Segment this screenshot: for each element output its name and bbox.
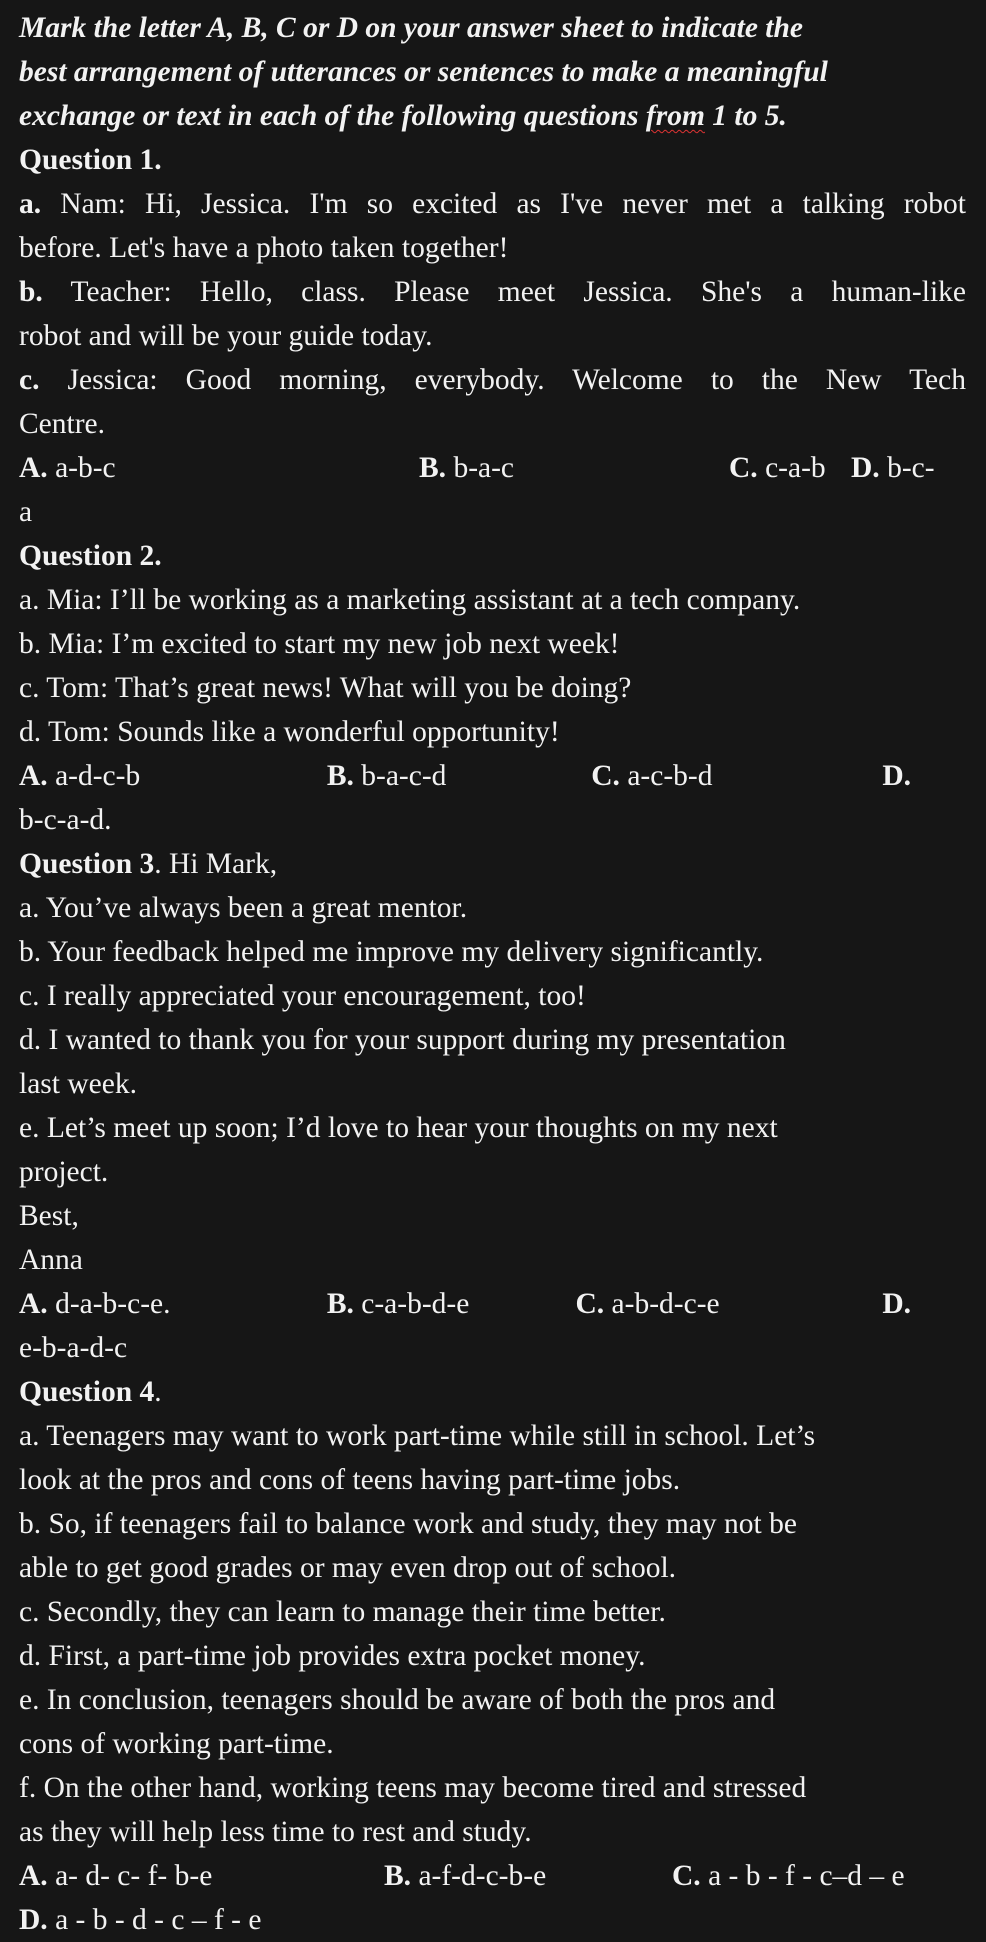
- q2-option-d-continued: b-c-a-d.: [19, 804, 112, 836]
- q2-item-c: c. Tom: That’s great news! What will you be doing?: [19, 672, 632, 704]
- q4-answer-options: [19, 1854, 966, 1898]
- q4-option-c[interactable]: C. a - b - f - c–d – e: [672, 1860, 905, 1892]
- q1-item-c-line-1: c. Jessica: Good morning, everybody. Welcome to the New Tech: [19, 364, 966, 396]
- spellcheck-underlined-word: from: [645, 100, 705, 132]
- q4-item-f-line-2: as they will help less time to rest and study.: [19, 1816, 532, 1848]
- q3-letter-closing: Best,: [19, 1200, 79, 1232]
- q1-option-d-continued: a: [19, 496, 33, 528]
- q3-option-c[interactable]: C. a-b-d-c-e: [575, 1288, 720, 1320]
- q3-option-b[interactable]: B. c-a-b-d-e: [326, 1288, 470, 1320]
- q1-option-c[interactable]: C. c-a-b: [729, 452, 826, 484]
- q4-item-a-line-2: look at the pros and cons of teens having part-time jobs.: [19, 1464, 681, 1496]
- q1-item-a-line-2: before. Let's have a photo taken together!: [19, 232, 509, 264]
- q1-answer-options: [19, 446, 966, 490]
- q2-option-b[interactable]: B. b-a-c-d: [326, 760, 447, 792]
- q3-option-d-continued: e-b-a-d-c: [19, 1332, 128, 1364]
- q3-item-c: c. I really appreciated your encouragement, too!: [19, 980, 586, 1012]
- q4-option-d[interactable]: D. a - b - d - c – f - e: [19, 1904, 262, 1936]
- q2-option-d[interactable]: D.: [882, 760, 911, 792]
- q1-item-b-line-1: b. Teacher: Hello, class. Please meet Jessica. She's a human-like: [19, 276, 966, 308]
- q4-item-d: d. First, a part-time job provides extra pocket money.: [19, 1640, 646, 1672]
- q4-item-f-line-1: f. On the other hand, working teens may become tired and stressed: [19, 1772, 807, 1804]
- q2-option-a[interactable]: A. a-d-c-b: [19, 760, 141, 792]
- q3-item-e-line-1: e. Let’s meet up soon; I’d love to hear your thoughts on my next: [19, 1112, 778, 1144]
- instruction-line-2: best arrangement of utterances or sentences to make a meaningful: [19, 56, 828, 88]
- instruction-line-3: exchange or text in each of the following questions from 1 to 5.: [19, 100, 787, 132]
- q4-item-b-line-2: able to get good grades or may even drop out of school.: [19, 1552, 677, 1584]
- q3-letter-signature: Anna: [19, 1244, 83, 1276]
- q4-option-b[interactable]: B. a-f-d-c-b-e: [384, 1860, 547, 1892]
- question-1-title: Question 1.: [19, 144, 162, 176]
- q2-item-b: b. Mia: I’m excited to start my new job next week!: [19, 628, 620, 660]
- q3-item-a: a. You’ve always been a great mentor.: [19, 892, 468, 924]
- question-3-title: Question 3. Hi Mark,: [19, 848, 278, 880]
- q1-option-d[interactable]: D. b-c-: [851, 452, 935, 484]
- question-2-title: Question 2.: [19, 540, 162, 572]
- q4-item-a-line-1: a. Teenagers may want to work part-time while still in school. Let’s: [19, 1420, 816, 1452]
- q3-item-d-line-1: d. I wanted to thank you for your support during my presentation: [19, 1024, 786, 1056]
- q3-answer-options: [19, 1282, 966, 1326]
- q3-item-e-line-2: project.: [19, 1156, 109, 1188]
- q4-item-e-line-1: e. In conclusion, teenagers should be aware of both the pros and: [19, 1684, 776, 1716]
- q1-option-b[interactable]: B. b-a-c: [419, 452, 515, 484]
- q2-option-c[interactable]: C. a-c-b-d: [591, 760, 713, 792]
- q1-option-a[interactable]: A. a-b-c: [19, 452, 116, 484]
- q3-option-a[interactable]: A. d-a-b-c-e.: [19, 1288, 171, 1320]
- q4-option-a[interactable]: A. a- d- c- f- b-e: [19, 1860, 213, 1892]
- q3-item-d-line-2: last week.: [19, 1068, 137, 1100]
- q3-item-b: b. Your feedback helped me improve my delivery significantly.: [19, 936, 764, 968]
- q4-item-e-line-2: cons of working part-time.: [19, 1728, 334, 1760]
- q4-item-b-line-1: b. So, if teenagers fail to balance work and study, they may not be: [19, 1508, 797, 1540]
- q4-item-c: c. Secondly, they can learn to manage their time better.: [19, 1596, 666, 1628]
- q2-answer-options: [19, 754, 966, 798]
- instruction-line-1: Mark the letter A, B, C or D on your answer sheet to indicate the: [19, 12, 803, 44]
- q1-item-b-line-2: robot and will be your guide today.: [19, 320, 433, 352]
- q4-option-d-line: [19, 1898, 966, 1942]
- q2-item-a: a. Mia: I’ll be working as a marketing assistant at a tech company.: [19, 584, 801, 616]
- question-4-title: Question 4.: [19, 1376, 162, 1408]
- q2-item-d: d. Tom: Sounds like a wonderful opportunity!: [19, 716, 560, 748]
- q1-item-a-line-1: a. Nam: Hi, Jessica. I'm so excited as I've never met a talking robot: [19, 188, 966, 220]
- q3-option-d[interactable]: D.: [882, 1288, 911, 1320]
- q1-item-c-line-2: Centre.: [19, 408, 106, 440]
